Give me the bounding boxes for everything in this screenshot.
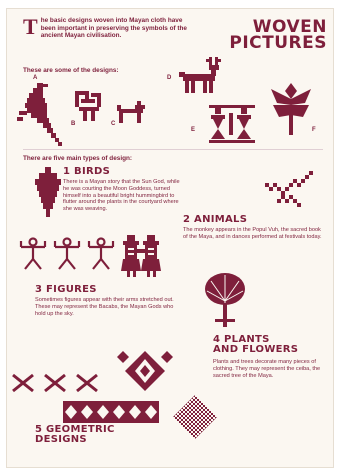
- section-heading-animals: 2 ANIMALS: [183, 214, 248, 225]
- plants-heading-line-1: 4 PLANTS: [213, 334, 270, 345]
- section-text-animals: The monkey appears in the Popul Vuh, the sacred book of the Maya, and in dances performed at festivals today.: [183, 227, 322, 240]
- title-line-2: PICTURES: [229, 33, 327, 53]
- title-line-1: WOVEN: [252, 17, 327, 37]
- section-heading-figures: 3 FIGURES: [35, 284, 97, 295]
- design-letter-a: A: [33, 75, 38, 81]
- page-title: [229, 19, 327, 51]
- woven-couple-motif-icon: [121, 235, 161, 279]
- section-text-figures: Sometimes figures appear with their arms stretched out. These may represent the Bacabs, the Mayan Gods who hold up the sky.: [35, 297, 174, 317]
- design-letter-d: D: [167, 75, 172, 81]
- hook-bird-motif-icon: [71, 89, 107, 123]
- stick-figures-motif-icon: [19, 237, 115, 271]
- design-letter-e: E: [191, 127, 196, 133]
- design-letter-b: B: [71, 121, 76, 127]
- section-text-birds: There is a Mayan story that the Sun God, while he was courting the Moon Goddess, turned himself into a beautiful bright hummingbird to flutter around the plants in the courtyard where she was weaving.: [63, 179, 180, 213]
- ceiba-tree-motif-icon: [203, 271, 247, 329]
- intro-text: he basic designs woven into Mayan cloth have been important in preserving the symbols of the ancient Mayan civilisation.: [40, 17, 187, 40]
- designs-intro: These are some of the designs:: [23, 67, 119, 74]
- geometric-heading-line-1: 5 GEOMETRIC: [35, 424, 115, 435]
- article-page: [6, 8, 334, 468]
- intro-paragraph: [23, 14, 193, 40]
- zigzag-cross-motif-icon: [11, 371, 101, 395]
- twin-figures-motif-icon: [207, 103, 257, 145]
- section-heading-geometric: [35, 425, 115, 445]
- section-text-plants: Plants and trees decorate many pieces of clothing. They may represent the ceiba, the sacred tree of the Maya.: [213, 359, 321, 379]
- intro-dropcap: T: [23, 14, 38, 39]
- geometric-heading-line-2: DESIGNS: [35, 434, 87, 445]
- dog-motif-icon: [117, 101, 147, 125]
- section-heading-birds: 1 BIRDS: [63, 166, 111, 177]
- plants-heading-line-2: AND FLOWERS: [213, 344, 299, 355]
- deer-motif-icon: [173, 57, 227, 95]
- hummingbird-motif-icon: [35, 167, 61, 217]
- checker-diamond-motif-icon: [173, 395, 217, 439]
- types-intro: There are five main types of design:: [23, 155, 133, 162]
- geometric-band-motif-icon: [63, 401, 159, 423]
- section-divider: [23, 149, 323, 150]
- design-letter-f: F: [312, 127, 316, 133]
- monkey-motif-icon: [261, 169, 317, 211]
- diamond-motif-icon: [117, 351, 173, 393]
- section-heading-plants: [213, 335, 298, 355]
- design-letter-c: C: [111, 121, 116, 127]
- bird-motif-icon: [17, 81, 65, 147]
- leaf-tree-motif-icon: [269, 83, 313, 137]
